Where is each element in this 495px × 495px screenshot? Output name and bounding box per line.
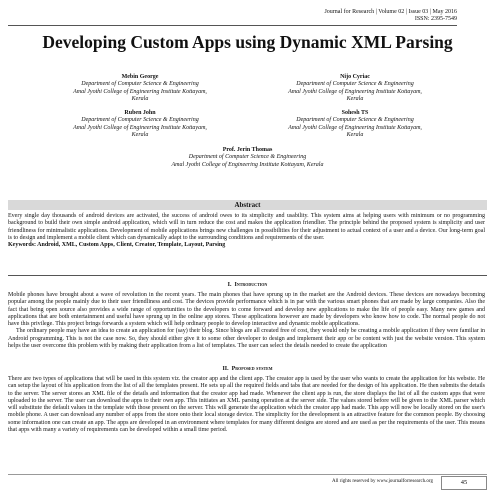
author-dept: Department of Computer Science & Engineering [188, 154, 307, 161]
journal-header [324, 9, 457, 23]
author-institute: Amal Jyothi College of Engineering Institute Kottayam, [73, 88, 207, 95]
author-location: Kerala [131, 95, 149, 102]
author-institute: Amal Jyothi College of Engineering Institute Kottayam, [288, 124, 422, 131]
author-block [255, 74, 455, 103]
author-name: Ruben John [124, 110, 156, 116]
author-dept: Department of Computer Science & Engineering [296, 81, 414, 88]
author-dept: Department of Computer Science & Engineering [81, 117, 199, 124]
abstract-text: Every single day thousands of android devices are activated, the success of android owes to its simplicity and usability. This system aims at helping users with minimum or no programming background to build their own simple android application, which will in turn reduce the cost and makes the application friendlier. The principle behind the proposed system is simplicity and user friendliness for minimalistic applications. Development of mobile applications brings new challenges in possibilities for their adjustment to actual context of a user and a device. Our long-term goal is to design and implement a mobile client which can dynamically adapt to the surrounding conditions and requirements of the user. [8, 213, 485, 241]
author-dept: Department of Computer Science & Engineering [81, 81, 199, 88]
paragraph: There are two types of applications that will be used in this system viz. the creator app and the client app. The creator app is used by the user who wants to create the application for his website. He can setup the layout of his application from the list of all the templates present. He sets up all the required fields and tabs that are needed for the design of his application. He then submits the details to the server. The server stores an XML file of the details and information that the creator app had made. Whenever the client app is run, the store displays the list of all the custom apps that were uploaded to the server. The user can download the apps to their own app. This initiates an XML parsing operation at the server side. The values stored before will be given to the XML parser which will substitute the default values in the template with those present on the server. This will generate the application which the creator app had made. This app will now be locally stored on the user's mobile phone. A user can download any number of apps from the store onto their local storage device. The simplicity for the development is an attractive feature for the common people. By choosing some information one can create an app. The apps are developed in an environment where templates for many different designs are stored and are used as per the requirements of the user. This means that apps with many a variety of requirements can be developed within a small time period. [8, 376, 485, 434]
author-name: Prof. Jerin Thomas [222, 147, 273, 153]
author-institute: Amal Jyothi College of Engineering Institute Kottayam, [73, 124, 207, 131]
author-block [40, 74, 240, 103]
author-institute: Amal Jyothi College of Engineering Institute Kottayam, Kerala [171, 161, 324, 168]
section-heading [8, 366, 487, 372]
section-body [8, 292, 485, 350]
section-body [8, 376, 485, 434]
author-name: Sohesh TS [341, 110, 369, 116]
header-rule [8, 25, 457, 26]
journal-info: Journal for Research | Volume 02 | Issue 03 | May 2016 [324, 9, 457, 15]
author-location: Kerala [346, 131, 364, 138]
author-location: Kerala [346, 95, 364, 102]
author-name: Mebin George [121, 74, 159, 80]
author-block [40, 110, 240, 139]
author-dept: Department of Computer Science & Engineering [296, 117, 414, 124]
keywords [8, 242, 485, 249]
keywords-label: Keywords: [8, 242, 36, 249]
author-block [110, 147, 385, 169]
author-location: Kerala [131, 131, 149, 138]
paper-title: Developing Custom Apps using Dynamic XML Parsing [42, 32, 453, 52]
abstract-rule [8, 275, 487, 276]
section-title: Introduction [234, 282, 268, 288]
section-number: I. [227, 282, 232, 288]
author-institute: Amal Jyothi College of Engineering Institute Kottayam, [288, 88, 422, 95]
footer-rule [8, 474, 487, 475]
issn: ISSN: 2395-7549 [414, 16, 457, 22]
section-title: Proposed system [231, 366, 273, 372]
section-heading [8, 282, 487, 288]
section-number: II. [222, 366, 229, 372]
abstract-body [8, 213, 485, 249]
author-name: Nijo Cyriac [340, 74, 370, 80]
paragraph: Mobile phones have brought about a wave of revolution in the recent years. The main phones that have sprung up in the market are the Android devices. These devices are nowadays becoming popular among the people mainly due to their user friendliness and cost. The devices provide performance which is in par with the various smart phones that are made by large companies. Also the fact that being open source also provides a wide range of opportunities to the developers to come forward and develop new applications to make the life of people easy. Many new games and applications that are both entertainment and useful have sprung up in the online app stores. These applications however are made by developers who know how to code. The normal people do not have this privilege. This project brings forwards a system which will help ordinary people to develop interactive and dynamic mobile applications. [8, 292, 485, 328]
footer-rights: All rights reserved by www.journalforresearch.org [332, 479, 433, 484]
abstract-heading: Abstract [8, 200, 487, 210]
keywords-list: Android, XML, Custom Apps, Client, Creator, Template, Layout, Parsing [36, 242, 226, 249]
paragraph: The ordinary people may have an idea to create an application for (say) their blog. Since blogs are all created free of cost, they would only be creating a mobile application if they were familiar in Android programming. This is not the case now. So, they should either give it to some other developer to design and implement their app or be content with just the website version. This system helps the user overcome this problem with by making their application from a list of templates. The user can select the details needed to create the application [8, 328, 485, 350]
page-number: 45 [441, 476, 487, 490]
author-block [255, 110, 455, 139]
